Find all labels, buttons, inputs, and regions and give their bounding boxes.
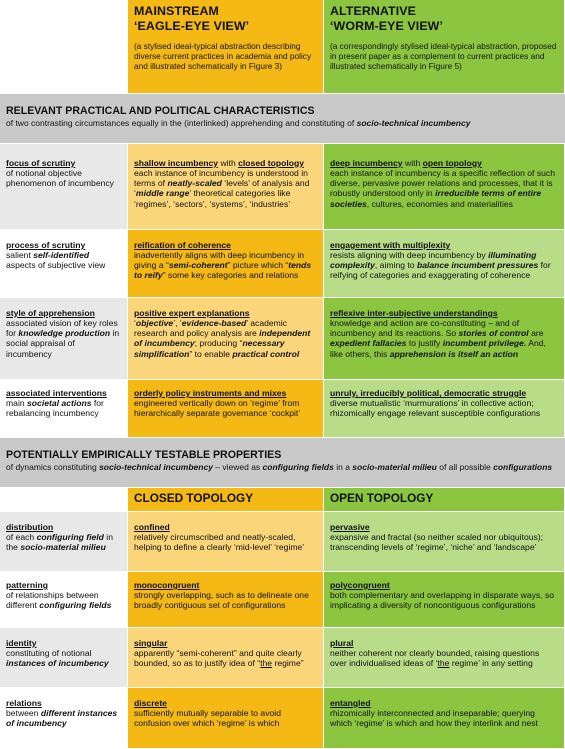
row-distribution [0, 512, 565, 572]
text: engineered vertically down on ‘regime’ from hierarchically separate governance ‘cockpit’ [134, 398, 301, 419]
reflexive-title: reflexive inter-subjective understandings [330, 308, 498, 318]
democratic-struggle-title: unruly, irreducibly political, democratic struggle [330, 388, 527, 398]
emph: the [260, 658, 273, 669]
multiplexity-cell [324, 230, 565, 298]
policy-instruments-title: orderly policy instruments and mixes [134, 388, 287, 398]
polycongruent-cell [324, 572, 565, 628]
plural-cell [324, 628, 565, 688]
confined-cell [128, 512, 324, 572]
emph: the [437, 658, 450, 669]
monocongruent-title: monocongruent [134, 580, 200, 590]
text: in the [6, 532, 113, 553]
text: ; producing “ [194, 338, 243, 349]
patterning-title: patterning [6, 580, 49, 590]
singular-title: singular [134, 638, 168, 648]
text: each instance of incumbency is a specific reflection of such diverse, pervasive power relations and processes, that it is robustly understood only in [330, 168, 555, 199]
row-focus-of-scrutiny [0, 144, 565, 230]
header-row [0, 0, 565, 94]
text: rhizomically interconnected and inseparable; querying which ‘regime’ is which and how they interlink and nest [330, 708, 538, 729]
plural-title: plural [330, 638, 354, 648]
text: regime’ in any setting [449, 658, 533, 669]
text: , cultures, economies and materialities [366, 198, 513, 209]
emph: instances of incumbency [6, 708, 118, 729]
open-topology-title: open topology [422, 158, 482, 168]
text: in social appraisal of incumbency [6, 328, 120, 359]
text: salient [6, 250, 34, 261]
text: in a [333, 462, 353, 473]
section1-subtitle [6, 118, 559, 129]
text: ’, ‘ [173, 318, 182, 329]
emph: socio-technical incumbency [99, 462, 213, 473]
text: are [528, 328, 544, 339]
text: diverse mutualistic ‘murmurations’ in collective action; rhizomically engage relevant susceptible configurations [330, 398, 541, 419]
emph: objective [135, 318, 174, 329]
identity-label-cell [0, 628, 128, 688]
process-label-cell [0, 230, 128, 298]
row-style-of-apprehension [0, 298, 565, 380]
polycongruent-title: polycongruent [330, 580, 390, 590]
row-relations [0, 688, 565, 749]
header-mainstream [128, 0, 324, 94]
text: of relationships between different [6, 590, 99, 611]
worm-eye-label: ‘WORM-EYE VIEW’ [330, 18, 444, 33]
relations-label-cell [0, 688, 128, 749]
emph: different [40, 708, 76, 719]
emph: configuring field [36, 532, 104, 543]
emph: independent of incumbency [134, 328, 311, 349]
text: between [6, 708, 41, 719]
section2-title: POTENTIALLY EMPIRICALLY TESTABLE PROPERTIES [6, 449, 282, 461]
emph: societal actions [27, 398, 92, 409]
multiplexity-title: engagement with multiplexity [330, 240, 451, 250]
expert-explanations-title: positive expert explanations [134, 308, 250, 318]
text: inadvertently aligns with deep incumbency in giving a “ [134, 250, 305, 271]
closed-topology-header: CLOSED TOPOLOGY [128, 488, 324, 512]
focus-label-cell [0, 144, 128, 230]
open-topology-header: OPEN TOPOLOGY [324, 488, 565, 512]
section-practical-political [0, 94, 565, 144]
emph: illuminating complexity [330, 250, 537, 271]
text: of dynamics constituting [6, 462, 100, 473]
reification-title: reification of coherence [134, 240, 231, 250]
emph: incumbent privilege. [442, 338, 527, 349]
reification-cell [128, 230, 324, 298]
emph: socio-material milieu [20, 542, 106, 553]
text: – viewed as [212, 462, 263, 473]
text: of each [6, 532, 37, 543]
identity-title: identity [6, 638, 37, 648]
text: constituting of notional [6, 648, 92, 659]
emph: knowledge production [18, 328, 111, 339]
emph: semi-coherent [168, 260, 228, 271]
emph: neatly-scaled [167, 178, 222, 189]
row-identity [0, 628, 565, 688]
text: ” picture which “ [227, 260, 289, 271]
text: , aiming to [374, 260, 417, 271]
apprehension-title: style of apprehension [6, 308, 95, 318]
emph: self-identified [33, 250, 90, 261]
text: strongly overlapping, such as to delineate one broadly contiguous set of configurations [134, 590, 309, 611]
emph: evidence-based [181, 318, 247, 329]
text: main [6, 398, 28, 409]
pervasive-cell [324, 512, 565, 572]
text: ” to enable [189, 348, 233, 359]
emph: apprehension is itself an action [389, 348, 519, 359]
text: neither coherent nor clearly bounded, raising questions over individualised ideas of ‘ [330, 648, 540, 669]
alternative-label: ALTERNATIVE [330, 4, 416, 18]
singular-cell [128, 628, 324, 688]
closed-topology-title: closed topology [238, 158, 305, 168]
text: aspects of subjective view [6, 260, 106, 271]
emph: balance incumbent pressures [416, 260, 539, 271]
text: knowledge and action are co-constituting – and of incumbency and its reactions. So [330, 318, 520, 339]
discrete-title: discrete [134, 698, 167, 708]
row-associated-interventions [0, 380, 565, 438]
section-testable-properties [0, 438, 565, 488]
text: ‘levels’ of analysis and ‘ [134, 178, 310, 199]
section1-sub-b: socio-technical incumbency [356, 118, 471, 129]
emph: socio-material milieu [352, 462, 437, 473]
emph: expedient fallacies [330, 338, 407, 349]
section1-title: RELEVANT PRACTICAL AND POLITICAL CHARACTERISTICS [6, 105, 315, 117]
focus-desc: of notional objective phenomenon of incumbency [6, 168, 114, 189]
header-empty-cell [0, 0, 128, 94]
text: associated vision of key roles for [6, 318, 118, 339]
emph: configuring fields [39, 600, 112, 611]
mainstream-description: (a stylised ideal-typical abstraction describing diverse current practices in academia and policy and illustrated schematically in Figure 3) [134, 40, 312, 71]
apprehension-label-cell [0, 298, 128, 380]
text: ’ theoretical categories like ‘regimes’, ‘sectors’, ‘systems’, ‘industries’ [134, 188, 291, 209]
connector-with: with [402, 158, 423, 168]
section1-sub-a: of two contrasting circumstances equally in the (interlinked) apprehending and constituting of [6, 118, 357, 129]
emph: configuring fields [262, 462, 334, 473]
section2-subtitle [6, 462, 559, 473]
text: for reifying of categories and exaggerating of coherence [330, 260, 551, 281]
democratic-struggle-cell [324, 380, 565, 438]
emph: instances of incumbency [6, 658, 109, 669]
emph: middle range [135, 188, 190, 199]
text: expansive and fractal (so neither scaled nor ubiquitous); transcending levels of ‘regime’, ‘niche’ and ‘landscape’ [330, 532, 544, 553]
pervasive-title: pervasive [330, 522, 370, 532]
distribution-label-cell [0, 512, 128, 572]
emph: necessary simplification [134, 338, 285, 359]
monocongruent-cell [128, 572, 324, 628]
text: each instance of incumbency is understood in terms of [134, 168, 308, 189]
deep-incumbency-title: deep incumbency [330, 158, 403, 168]
alternative-description: (a correspondingly stylised ideal-typical abstraction, proposed in present paper as a complement to current practices and illustrated schematically in Figure 5) [330, 40, 557, 71]
text: ’ academic research and policy analysis are [134, 318, 288, 339]
text: And, like others, this [330, 338, 546, 359]
shallow-incumbency-cell [128, 144, 324, 230]
topology-header-row [0, 488, 565, 512]
connector-with: with [218, 158, 239, 168]
text: both complementary and overlapping in disparate ways, so implicating a diversity of noncontiguous configurations [330, 590, 555, 611]
expert-explanations-cell [128, 298, 324, 380]
discrete-cell [128, 688, 324, 749]
mainstream-label: MAINSTREAM [134, 4, 219, 18]
emph: practical control [232, 348, 300, 359]
header-alternative [324, 0, 565, 94]
text: of all possible [436, 462, 494, 473]
distribution-title: distribution [6, 522, 54, 532]
process-title: process of scrutiny [6, 240, 86, 250]
row-patterning [0, 572, 565, 628]
text: ” some key categories and relations [162, 270, 299, 281]
reflexive-understandings-cell [324, 298, 565, 380]
relations-title: relations [6, 698, 42, 708]
emph: stories of control [458, 328, 529, 339]
entangled-cell [324, 688, 565, 749]
emph: tends to reify [134, 260, 312, 281]
interventions-label-cell [0, 380, 128, 438]
patterning-label-cell [0, 572, 128, 628]
entangled-title: entangled [330, 698, 371, 708]
topology-empty-cell [0, 488, 128, 512]
shallow-incumbency-title: shallow incumbency [134, 158, 219, 168]
emph: irreducible terms of entire societies [330, 188, 542, 209]
policy-instruments-cell [128, 380, 324, 438]
row-process-of-scrutiny [0, 230, 565, 298]
text: relatively circumscribed and neatly-scaled, helping to define a clearly ‘mid-level’ ‘regime’ [134, 532, 305, 553]
deep-incumbency-cell [324, 144, 565, 230]
text: for rebalancing incumbency [6, 398, 104, 419]
text: ‘ [134, 318, 136, 329]
emph: configurations [493, 462, 553, 473]
text: resists aligning with deep incumbency by [330, 250, 489, 261]
text: regime” [272, 658, 304, 669]
confined-title: confined [134, 522, 170, 532]
eagle-eye-label: ‘EAGLE-EYE VIEW’ [134, 18, 250, 33]
text: sufficiently mutually separable to avoid confusion over which ‘regime’ is which [134, 708, 281, 729]
interventions-title: associated interventions [6, 388, 107, 398]
text: to justify [406, 338, 443, 349]
focus-title: focus of scrutiny [6, 158, 76, 168]
text: apparently “semi-coherent” and quite clearly bounded, so as to justify idea of “ [134, 648, 302, 669]
